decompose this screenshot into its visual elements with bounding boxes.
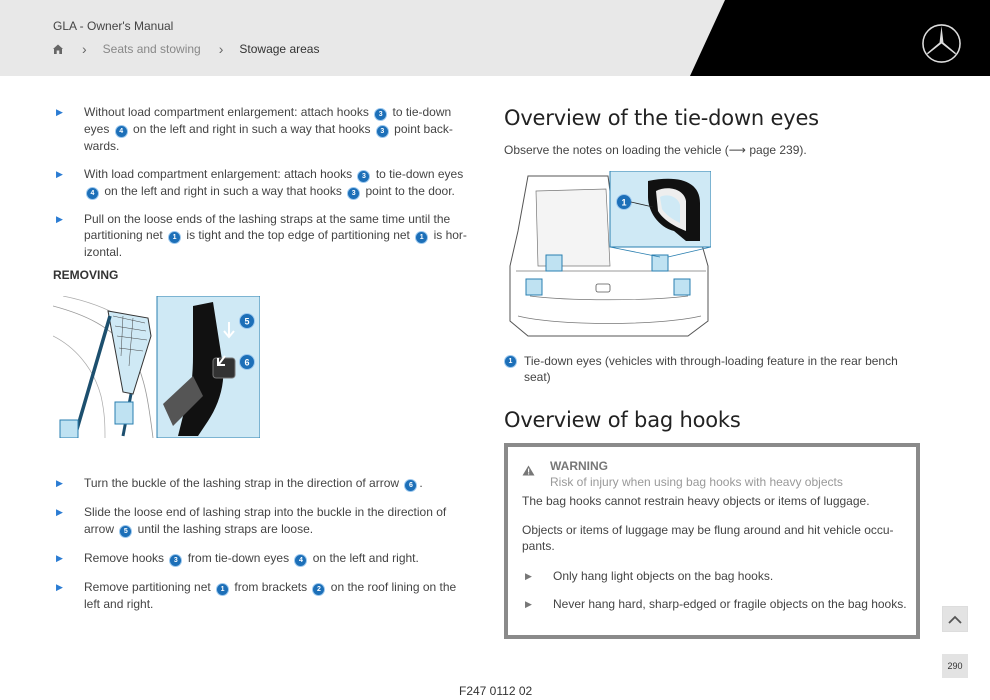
callout-badge: 1: [216, 583, 229, 596]
baghooks-heading: Overview of bag hooks: [504, 408, 741, 432]
step-arrow-icon: ▶: [56, 552, 63, 563]
step-arrow-icon: ▶: [56, 507, 63, 517]
step-item: ▶ Turn the buckle of the lashing strap in the direction of arrow 6 .: [56, 476, 423, 490]
callout-badge: 1: [415, 231, 428, 244]
tiedown-illustration: [508, 171, 711, 339]
chevron-right-icon: ›: [82, 41, 87, 57]
warning-subtitle: Risk of injury when using bag hooks with heavy objects: [550, 475, 843, 489]
breadcrumb: [52, 42, 319, 56]
callout-badge: 2: [312, 583, 325, 596]
breadcrumb-link-seats[interactable]: Seats and stowing: [102, 42, 201, 56]
callout-badge: 3: [169, 554, 182, 567]
tiedown-figure-badge: 1: [621, 197, 627, 208]
callout-badge: 3: [347, 187, 360, 200]
callout-badge: 5: [119, 525, 132, 538]
warning-label: WARNING: [550, 459, 608, 473]
warning-triangle-icon: [522, 465, 535, 476]
bullet-arrow-icon: ▶: [525, 598, 532, 609]
warning-para-2: Objects or items of luggage may be flung around and hit vehicle occu-pants.: [522, 523, 894, 553]
tiedown-legend: [504, 353, 904, 385]
mercedes-star-logo[interactable]: [921, 23, 962, 64]
warning-bullet: ▶ Never hang hard, sharp-edged or fragile objects on the bag hooks.: [525, 596, 907, 611]
step-item: ▶ Remove partitioning net 1 from brackets 2 on the roof lining on the left and right.: [56, 579, 457, 611]
chevron-right-icon: ›: [218, 41, 224, 57]
step-item: ▶ Slide the loose end of lashing strap into the buckle in the direction of arrow 5 until the lashing straps are loose.: [56, 505, 447, 536]
callout-badge: 4: [115, 125, 128, 138]
home-icon[interactable]: [52, 43, 64, 55]
step-item: ▶ Without load compartment enlargement: attach hooks 3 to tie-down eyes 4 on the left and right in such a way that hooks 3 point back-wards.: [56, 105, 453, 153]
figure-badge-6: 6: [244, 357, 250, 368]
figure-code: F247 0112 02: [459, 684, 533, 698]
step-arrow-icon: ▶: [56, 168, 63, 179]
page-number: 290: [942, 654, 968, 678]
step-arrow-icon: ▶: [56, 107, 63, 117]
remove-steps: [53, 475, 473, 612]
chevron-up-icon: [948, 615, 962, 624]
removing-heading: REMOVING: [53, 268, 119, 282]
install-steps: [53, 104, 473, 261]
removing-illustration: [53, 296, 260, 438]
warning-box: [504, 443, 920, 639]
step-item: ▶ With load compartment enlargement: attach hooks 3 to tie-down eyes 4 on the left and right in such a way that hooks 3 point to the door.: [56, 166, 464, 198]
tiedown-note: Observe the notes on loading the vehicle (⟶ page 239).: [504, 143, 807, 157]
legend-text: Tie-down eyes (vehicles with through-loading feature in the rear bench seat): [524, 354, 898, 384]
callout-badge: 3: [376, 125, 389, 138]
step-arrow-icon: ▶: [56, 213, 63, 224]
step-arrow-icon: ▶: [56, 581, 63, 592]
legend-badge: 1: [504, 355, 517, 368]
step-item: ▶ Remove hooks 3 from tie-down eyes 4 on the left and right.: [56, 550, 419, 565]
step-arrow-icon: ▶: [56, 478, 63, 488]
step-item: ▶ Pull on the loose ends of the lashing straps at the same time until the partitioning net 1 is tight and the top edge of partitioning net 1 is hor-izontal.: [56, 211, 467, 259]
scroll-to-top-button[interactable]: [942, 606, 968, 632]
bullet-arrow-icon: ▶: [525, 571, 532, 581]
callout-badge: 3: [357, 170, 370, 183]
callout-badge: 4: [86, 187, 99, 200]
callout-badge: 4: [294, 554, 307, 567]
warning-para-1: The bag hooks cannot restrain heavy objects or items of luggage.: [522, 494, 870, 508]
warning-bullets: [522, 568, 907, 623]
breadcrumb-current: Stowage areas: [239, 42, 320, 56]
manual-title: GLA - Owner's Manual: [53, 19, 174, 33]
figure-badge-5: 5: [244, 316, 250, 327]
callout-badge: 3: [374, 108, 387, 121]
callout-badge: 6: [404, 479, 417, 492]
warning-bullet: ▶ Only hang light objects on the bag hooks.: [525, 569, 774, 583]
callout-badge: 1: [168, 231, 181, 244]
tiedown-heading: Overview of the tie-down eyes: [504, 106, 819, 130]
